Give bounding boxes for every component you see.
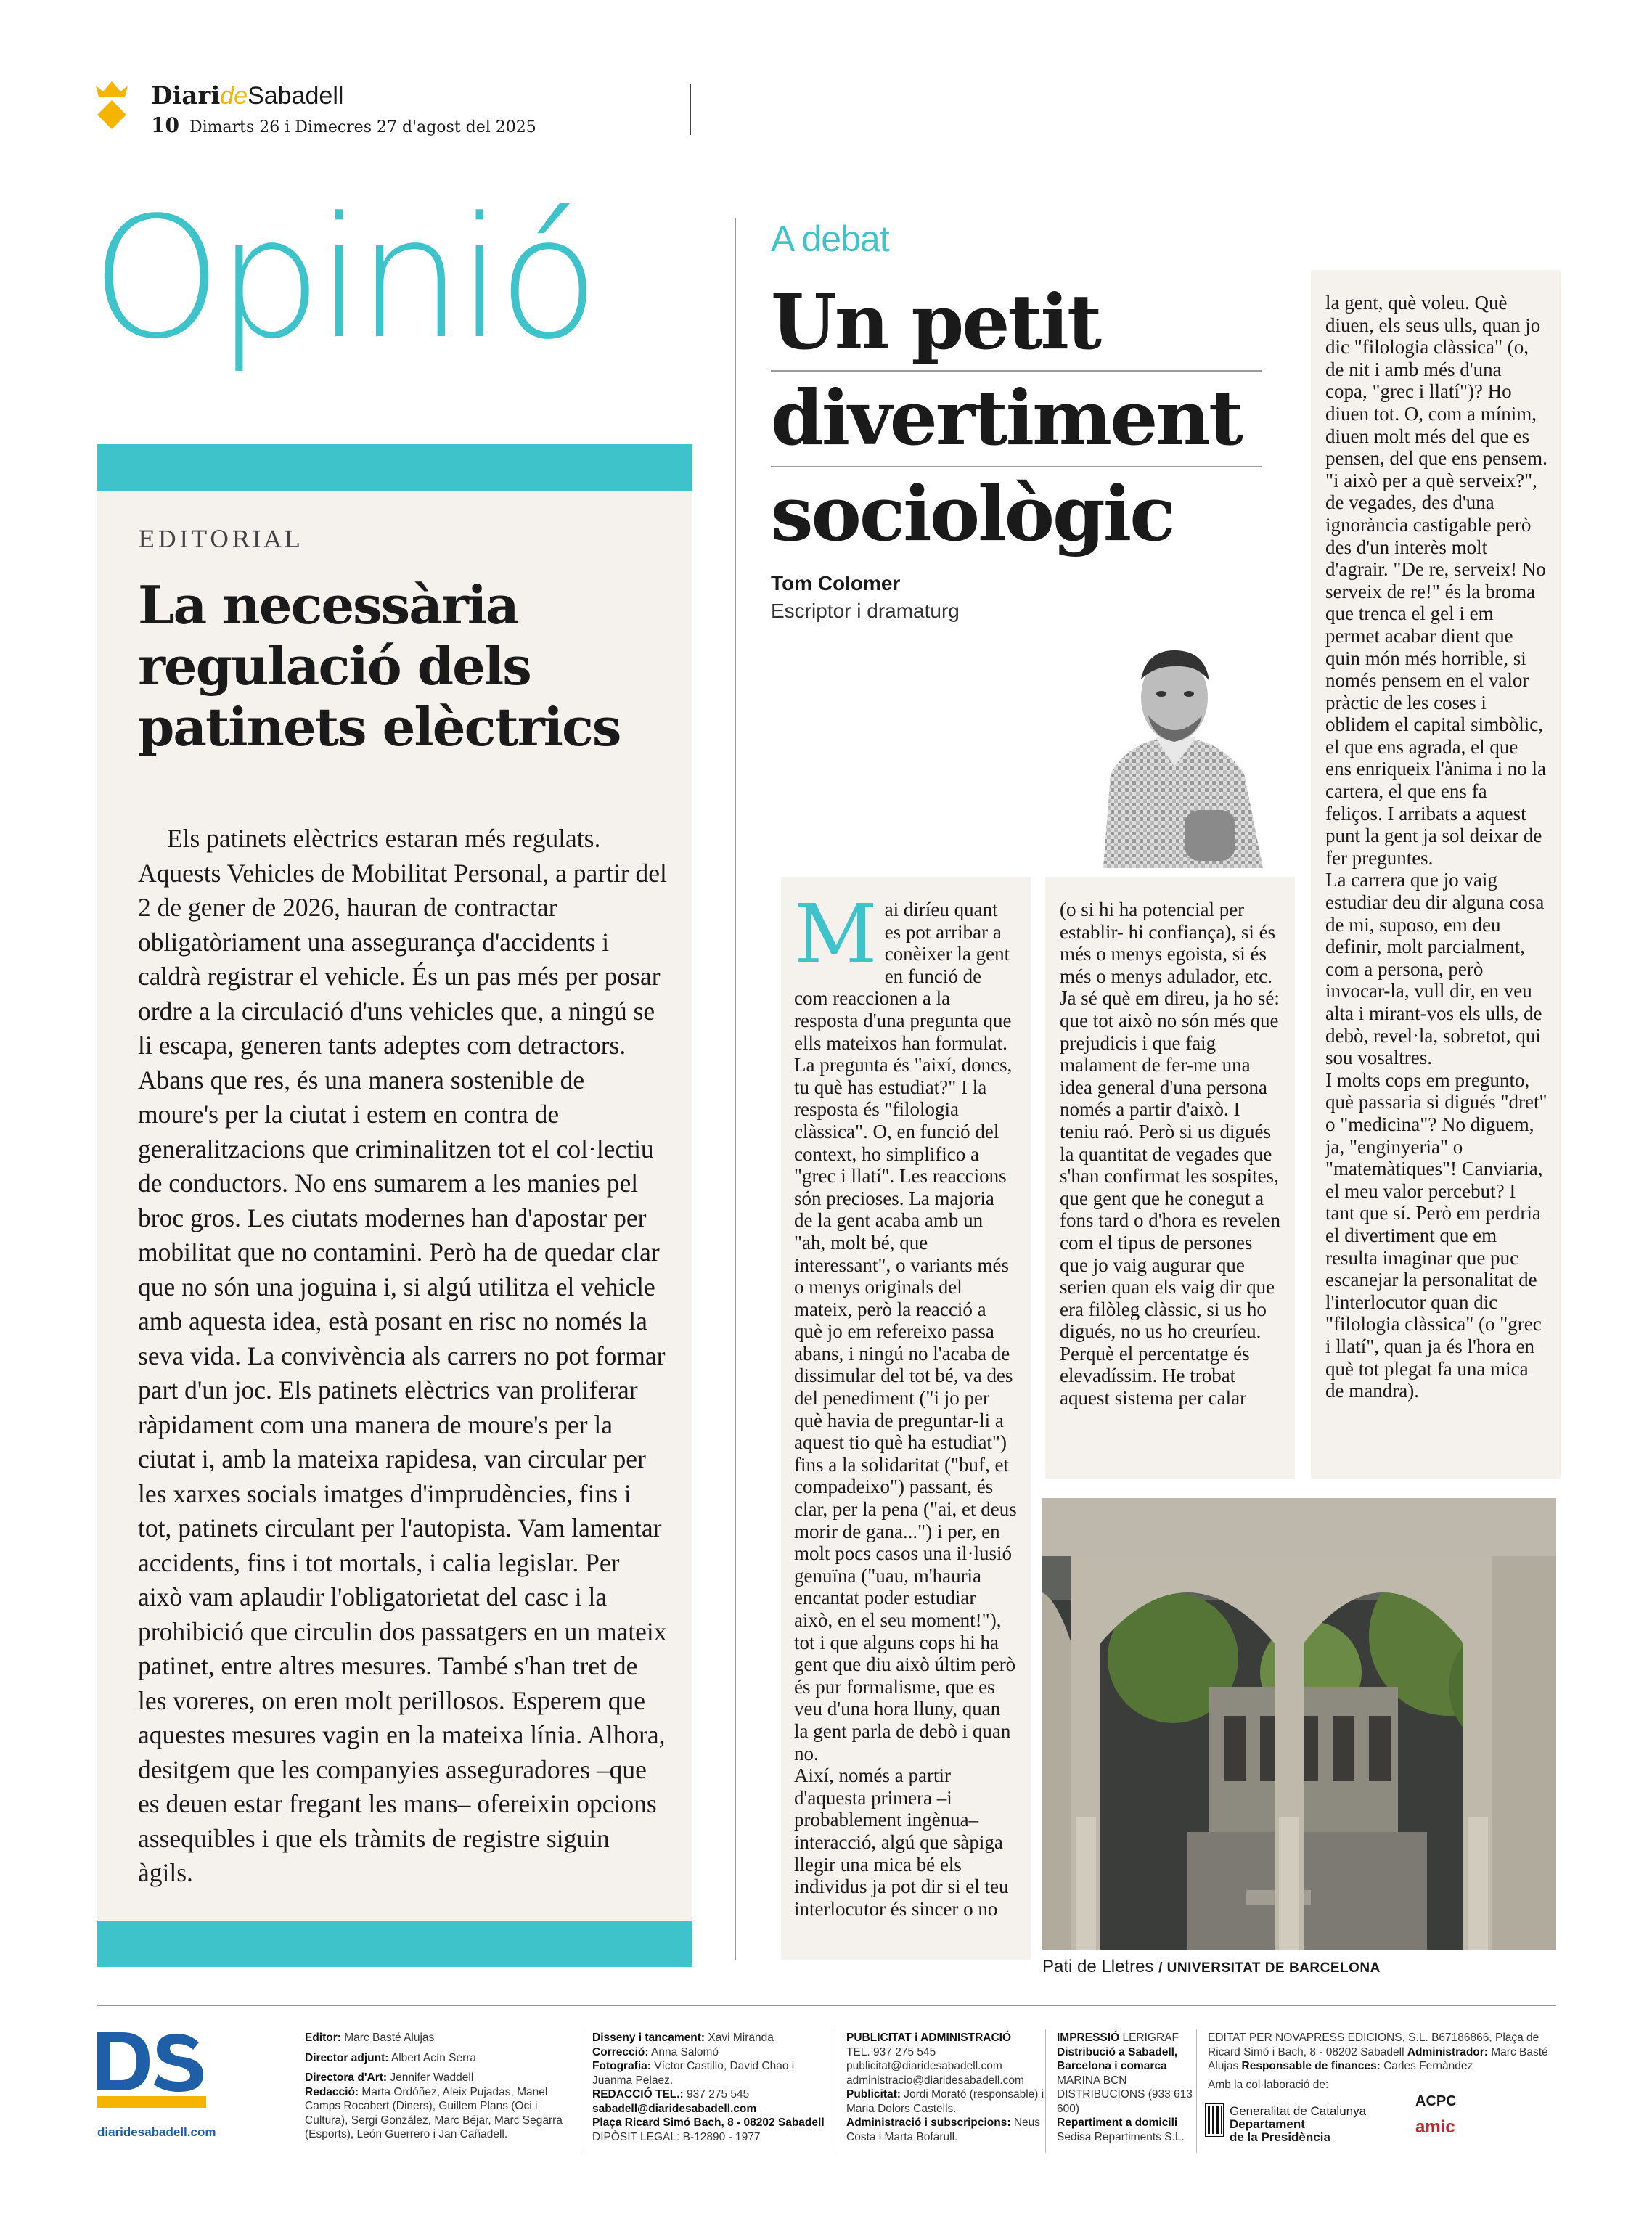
site-url[interactable]: diaridesabadell.com [97, 2125, 216, 2139]
column-divider [735, 218, 736, 1960]
editorial-bottom-bar [97, 1921, 692, 1967]
editorial-body: Els patinets elèctrics estaran més regulats. Aquests Vehicles de Mobilitat Personal, a partir del 2 de gener de 2026, hauran de contractar obligatòriament una assegurança d'accidents i caldrà registrar el vehicle. És un pas més per posar ordre a la circulació d'uns vehicles que, a ningú se li escapa, generen tants adeptes com detractors. Abans que res, és una manera sostenible de moure's per la ciutat i estem en contra de generalitzacions que criminalitzen tot el col·lectiu de conductors. No ens sumarem a les manies pel broc gros. Les ciutats modernes han d'apostar per mobilitat que no contamini. Però ha de quedar clar que no són una joguina i, si algú utilitza el vehicle amb aquesta idea, està posant en risc no només la seva vida. La convivència als carrers no pot formar part d'un joc. Els patinets elèctrics van proliferar ràpidament com una manera de moure's per la ciutat i, amb la mateixa rapidesa, van circular per les xarxes socials imatges d'imprudències, fins i tot, patinets circulant per l'autopista. Vam lamentar accidents, fins i tot mortals, i calia legislar. Per això vam aplaudir l'obligatorietat del casc i la prohibició que circulin dos passatgers en un mateix patinet, entre altres mesures. També s'han tret de les voreres, on eren molt perillosos. Esperem que aquestes mesures vagin en la mateixa línia. Alhora, desitgem que les companyies asseguradores –que es deuen estar fregant les mans– ofereixin opcions assequibles i que els tràmits de registre siguin àgils. [138, 824, 667, 1887]
amic-logo: amic [1415, 2117, 1455, 2137]
article-text: La carrera que jo vaig estudiar deu dir alguna cosa de mi, suposo, em deu definir, molt parcialment, com a persona, però invocar-la, vull dir, en veu alta i mirant-vos els ulls, de debò, revel·la, sobretot, qui sou vosaltres. [1325, 869, 1545, 1069]
acpc-logo: ACPC [1415, 2093, 1457, 2109]
article-title [771, 276, 1262, 563]
article-title-line: Un petit [771, 276, 1262, 372]
page-number: 10 [151, 113, 179, 137]
article-column-2 [1045, 877, 1295, 1479]
article-text: Així, només a partir d'aquesta primera –i probablement ingènua– interacció, algú que sàpiga llegir una mica bé els individus ja pot dir si el teu interlocutor és sincer o no [794, 1764, 1009, 1920]
ds-logo [97, 2032, 206, 2108]
author-role: Escriptor i dramaturg [771, 600, 960, 622]
article-text: ai diríeu quant es pot arribar a conèixer la gent en funció de com reaccionen a la resposta d'una pregunta que ells mateixos han formulat. La pregunta és "així, doncs, tu què has estudiat?" I la resposta és "filologia clàssica". O, en funció del context, ho simplifico a "grec i llatí". Les reaccions són precioses. La majoria de la gent acaba amb un "ah, molt bé, que interessant", o variants més o menys originals del mateix, però la reacció a què jo em refereixo passa abans, i ningú no l'acaba de dissimular del tot bé, va des del penediment ("i jo per què havia de preguntar-li a aquest tio què ha estudiat") fins a la solidaritat ("buf, et compadeixo") passant, és clar, per la pena ("ai, et deus morir de gana...") i per, en molt pocs casos una il·lusió genuïna ("uau, m'hauria encantat poder estudiar això, en el seu moment!"), tot i que alguns cops hi ha gent que diu això últim però és pur formalisme, que es veu d'una hora lluny, quan la gent parla de debò i quan no. [794, 899, 1017, 1764]
footer-credits-advertising: PUBLICITAT i ADMINISTRACIÓ TEL. 937 275 545 publicitat@diaridesabadell.com administracio@diaridesabadell.com Publicitat: Jordi Morató (responsable) i Maria Dolors Castells. Administració i subscripcions: Neus Costa i Marta Bofarull. [846, 2032, 1044, 2143]
collaboration-label: Amb la col·laboració de: [1208, 2078, 1329, 2091]
crown-logo-icon [94, 78, 129, 129]
footer-credits-publisher: EDITAT PER NOVAPRESS EDICIONS, S.L. B67186866, Plaça de Ricard Simó i Bach, 8 - 08202 Sabadell Administrador: Marc Basté Alujas Responsable de finances: Carles Fernàndez Amb la col·laboració de: [1208, 2031, 1556, 2092]
article-text: I molts cops em pregunto, què passaria si digués "dret" o "medicina"? No diguem, ja, "enginyeria" o "matemàtiques"! Canviaria, el meu valor percebut? I tant que sí. Però em perdria el divertiment que em resulta imaginar que puc escanejar la personalitat de l'interlocutor quan dic "filologia clàssica" (o "grec i llatí", quan ja és l'hora en què tot plegat fa una mica de mandra). [1325, 1068, 1547, 1402]
article-column-3 [1311, 270, 1561, 1479]
editorial-top-bar [97, 444, 692, 491]
generalitat-name: Generalitat de Catalunya Departament de la Presidència [1230, 2104, 1367, 2144]
footer-divider [97, 2005, 1556, 2006]
author-name: Tom Colomer [771, 572, 901, 594]
editorial-box [97, 444, 692, 1967]
article-kicker: A debat [771, 218, 889, 259]
section-title: Opinió [91, 182, 594, 376]
editorial-label: EDITORIAL [138, 525, 303, 553]
footer-separator [1045, 2029, 1046, 2153]
article-text: (o si hi ha potencial per establir- hi confiança), si és més o menys egoista, si és més o menys adulador, etc. Ja sé què em direu, ja ho sé: que tot això no són més que prejudicis i que faig malament de fer-me una idea general d'una persona només a partir d'això. I teniu raó. Però si us digués la quantitat de vegades que s'han confirmat les sospites, que gent que he conegut a fons tard o d'hora es revelen com el tipus de persones que jo vaig augurar que serien quan els vaig dir que era filòleg clàssic, si us ho digués, no us ho creuríeu. Perquè el percentatge és elevadíssim. He trobat aquest sistema per calar [1060, 899, 1281, 1410]
footer-separator [1196, 2029, 1197, 2153]
photo-caption: Pati de Lletres / UNIVERSITAT DE BARCELONA [1042, 1957, 1381, 1976]
article-title-line: sociològic [771, 469, 1174, 558]
drop-cap: M [794, 888, 878, 982]
footer-credits-production: Disseny i tancament: Xavi Miranda Correcció: Anna Salomó Fotografia: Víctor Castillo, David Chao i Juanma Pelaez. REDACCIÓ TEL.: 937 275 545 sabadell@diaridesabadell.com Plaça Ricard Simó Bach, 8 - 08202 Sabadell DIPÒSIT LEGAL: B-12890 - 1977 [592, 2032, 825, 2143]
newspaper-name: DiarideSabadell [151, 81, 344, 110]
page-date-line [151, 113, 536, 137]
issue-date: Dimarts 26 i Dimecres 27 d'agost del 2025 [189, 118, 536, 136]
courtyard-photo [1042, 1498, 1556, 1950]
footer-credits-printing: IMPRESSIÓ LERIGRAF Distribució a Sabadell, Barcelona i comarca MARINA BCN DISTRIBUCIONS (933 613 600) Repartiment a domicili Sedisa Repartiments S.L. [1057, 2032, 1193, 2143]
article-text: la gent, què voleu. Què diuen, els seus ulls, quan jo dic "filologia clàssica" (o, de nit i amb més d'una copa, "grec i llatí")? Ho diuen tot. O, com a mínim, diuen molt més del que es pensen, del que ens pensem. "i això per a què serveix?", de vegades, des d'una ignorància castigable però des d'un interès molt d'agrair. "De re, serveix! No serveix de re!" és la broma que trenca el gel i em permet acabar dient que quin món més horrible, si només pensem en el valor pràctic de les coses i oblidem el capital simbòlic, el que ens agrada, el que ens enriqueix l'ànima i no la cartera, el que ens fa feliços. I arribats a aquest punt la gent ja sol deixar de fer preguntes. [1325, 292, 1547, 869]
article-title-line: divertiment [771, 372, 1262, 467]
photo-credit: / UNIVERSITAT DE BARCELONA [1158, 1960, 1381, 1976]
generalitat-logo-icon [1205, 2103, 1224, 2137]
footer-credits-editorial: Editor: Marc Basté Alujas Director adjunt: Albert Acín Serra Directora d'Art: Jennifer Waddell Redacció: Marta Ordóñez, Aleix Pujadas, Manel Camps Rocabert (Diners), Guillem Plans (Oci i Cultura), Sergi González, Marc Béjar, Marc Segarra (Esports), León Guerrero i Jan Cañadell. [305, 2032, 563, 2140]
acpc-amic-logos [1415, 2093, 1457, 2138]
article-column-1 [781, 877, 1031, 1960]
masthead-divider [690, 84, 691, 135]
editorial-title: La necessària regulació dels patinets elèctrics [138, 574, 621, 758]
author-portrait [1089, 629, 1269, 868]
